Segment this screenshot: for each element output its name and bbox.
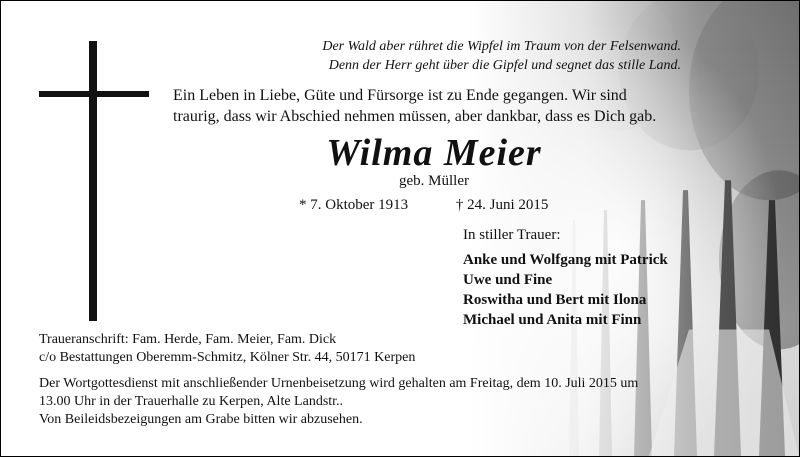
intro-text bbox=[173, 85, 693, 127]
address-line: Traueranschrift: Fam. Herde, Fam. Meier, Fam. Dick bbox=[39, 332, 337, 347]
poem-line: Denn der Herr geht über die Gipfel und segnet das stille Land. bbox=[328, 58, 681, 73]
service-info bbox=[39, 375, 638, 429]
mourners-list bbox=[463, 250, 668, 330]
service-line: 13.00 Uhr in der Trauerhalle zu Kerpen, Alte Landstr.. bbox=[39, 394, 344, 409]
mourning-address bbox=[39, 331, 415, 367]
mourner-entry: Michael und Anita mit Finn bbox=[463, 312, 642, 328]
service-line: Von Beileidsbezeigungen am Grabe bitten wir abzusehen. bbox=[39, 412, 363, 427]
poem-line: Der Wald aber rühret die Wipfel im Traum von der Felsenwand. bbox=[322, 39, 681, 54]
life-dates bbox=[299, 197, 548, 214]
birth-name: geb. Müller bbox=[399, 173, 469, 189]
mourner-entry: Uwe und Fine bbox=[463, 272, 553, 288]
death-date: † 24. Juni 2015 bbox=[455, 197, 549, 213]
mourner-entry: Roswitha und Bert mit Ilona bbox=[463, 292, 647, 308]
mourners-title: In stiller Trauer: bbox=[463, 227, 561, 243]
intro-line: Ein Leben in Liebe, Güte und Fürsorge ist zu Ende gegangen. Wir sind bbox=[173, 87, 627, 104]
mourner-entry: Anke und Wolfgang mit Patrick bbox=[463, 252, 668, 268]
poem-verse bbox=[261, 37, 681, 75]
birth-date: * 7. Oktober 1913 bbox=[299, 197, 409, 213]
intro-line: traurig, dass wir Abschied nehmen müssen, aber dankbar, dass es Dich gab. bbox=[173, 108, 657, 125]
address-line: c/o Bestattungen Oberemm-Schmitz, Kölner Str. 44, 50171 Kerpen bbox=[39, 350, 416, 365]
deceased-name: Wilma Meier bbox=[326, 132, 542, 174]
service-line: Der Wortgottesdienst mit anschließender Urnenbeisetzung wird gehalten am Freitag, dem 10. Juli 2015 um bbox=[39, 376, 639, 391]
